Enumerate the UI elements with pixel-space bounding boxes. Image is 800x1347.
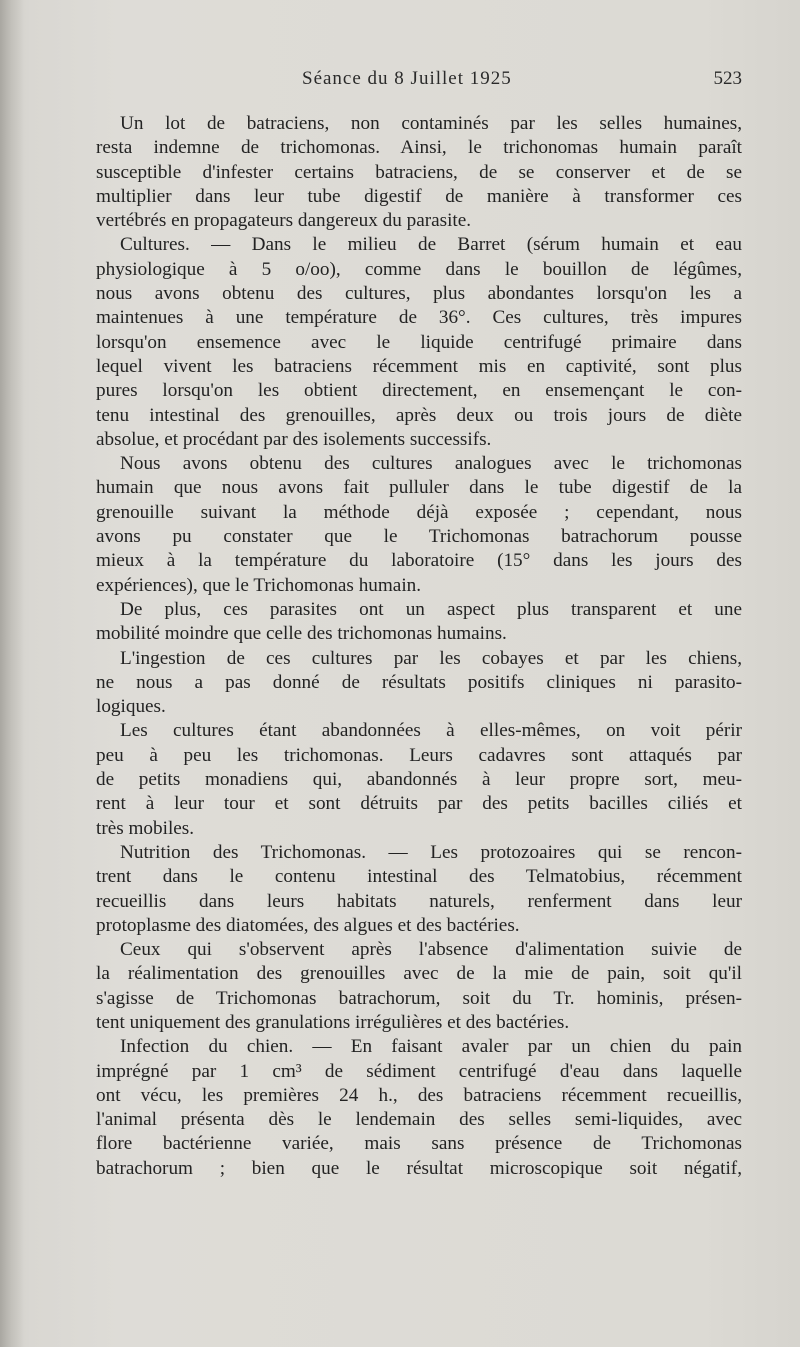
text-line: de petits monadiens qui, abandonnés à leur propre sort, meu-: [96, 769, 742, 791]
text-line: mieux à la température du laboratoire (15° dans les jours des: [96, 550, 742, 572]
text-line: nous avons obtenu des cultures, plus abondantes lorsqu'on les a: [96, 283, 742, 305]
text-line: De plus, ces parasites ont un aspect plus transparent et une: [120, 598, 742, 620]
text-line: s'agisse de Trichomonas batrachorum, soit du Tr. hominis, présen-: [96, 987, 742, 1009]
text-line: l'animal présenta dès le lendemain des selles semi-liquides, avec: [96, 1109, 742, 1131]
text-line: lequel vivent les batraciens récemment mis en captivité, sont plus: [96, 355, 742, 377]
text-line: grenouille suivant la méthode déjà exposée ; cependant, nous: [96, 501, 742, 523]
text-line: très mobiles.: [96, 817, 195, 839]
text-line: batrachorum ; bien que le résultat microscopique soit négatif,: [96, 1157, 742, 1179]
text-line: Les cultures étant abandonnées à elles-mêmes, on voit périr: [120, 720, 742, 742]
text-line: protoplasme des diatomées, des algues et des bactéries.: [96, 914, 520, 936]
binding-shadow: [0, 0, 24, 1347]
text-line: avons pu constater que le Trichomonas batrachorum pousse: [96, 526, 742, 548]
text-line: vertébrés en propagateurs dangereux du parasite.: [96, 210, 472, 232]
text-line: multiplier dans leur tube digestif de manière à transformer ces: [96, 185, 742, 207]
text-line: pures lorsqu'on les obtient directement, en ensemençant le con-: [96, 380, 742, 402]
text-line: susceptible d'infester certains batraciens, de se conserver et de se: [96, 161, 742, 183]
text-line: la réalimentation des grenouilles avec de la mie de pain, soit qu'il: [96, 963, 742, 985]
text-line: tent uniquement des granulations irrégulières et des bactéries.: [96, 1011, 570, 1033]
text-line: lorsqu'on ensemence avec le liquide centrifugé primaire dans: [96, 331, 742, 353]
page-header: [120, 68, 742, 98]
text-line: recueillis dans leurs habitats naturels, renferment dans leur: [96, 890, 742, 912]
text-line: tenu intestinal des grenouilles, après deux ou trois jours de diète: [96, 404, 742, 426]
text-line: L'ingestion de ces cultures par les cobayes et par les chiens,: [120, 647, 742, 669]
text-line: Ceux qui s'observent après l'absence d'alimentation suivie de: [120, 939, 742, 961]
text-line: logiques.: [96, 696, 166, 718]
text-line: rent à leur tour et sont détruits par des petits bacilles ciliés et: [96, 793, 742, 815]
body-text: [96, 112, 742, 1181]
text-line: mobilité moindre que celle des trichomonas humains.: [96, 623, 507, 645]
text-line: Nutrition des Trichomonas. — Les protozoaires qui se rencon-: [120, 841, 742, 863]
text-line: peu à peu les trichomonas. Leurs cadavres sont attaqués par: [96, 744, 742, 766]
text-line: Un lot de batraciens, non contaminés par les selles humaines,: [120, 113, 742, 134]
text-line: Cultures. — Dans le milieu de Barret (sérum humain et eau: [120, 234, 742, 256]
text-line: imprégné par 1 cm³ de sédiment centrifugé d'eau dans laquelle: [96, 1060, 742, 1082]
text-line: ne nous a pas donné de résultats positifs cliniques ni parasito-: [96, 671, 742, 693]
text-line: trent dans le contenu intestinal des Telmatobius, récemment: [96, 866, 742, 888]
text-line: flore bactérienne variée, mais sans présence de Trichomonas: [96, 1133, 742, 1155]
text-line: physiologique à 5 o/oo), comme dans le bouillon de légûmes,: [96, 258, 742, 280]
text-line: Infection du chien. — En faisant avaler par un chien du pain: [120, 1036, 742, 1058]
text-line: resta indemne de trichomonas. Ainsi, le trichonomas humain paraît: [96, 137, 742, 159]
page-number: 523: [713, 68, 742, 89]
text-line: absolue, et procédant par des isolements successifs.: [96, 428, 492, 450]
text-line: ont vécu, les premières 24 h., des batraciens récemment recueillis,: [96, 1084, 742, 1106]
text-line: Nous avons obtenu des cultures analogues avec le trichomonas: [120, 453, 742, 475]
text-line: maintenues à une température de 36°. Ces cultures, très impures: [96, 307, 742, 329]
text-line: humain que nous avons fait pulluler dans le tube digestif de la: [96, 477, 742, 499]
running-title: Séance du 8 Juillet 1925: [302, 68, 512, 89]
text-line: expériences), que le Trichomonas humain.: [96, 574, 422, 596]
